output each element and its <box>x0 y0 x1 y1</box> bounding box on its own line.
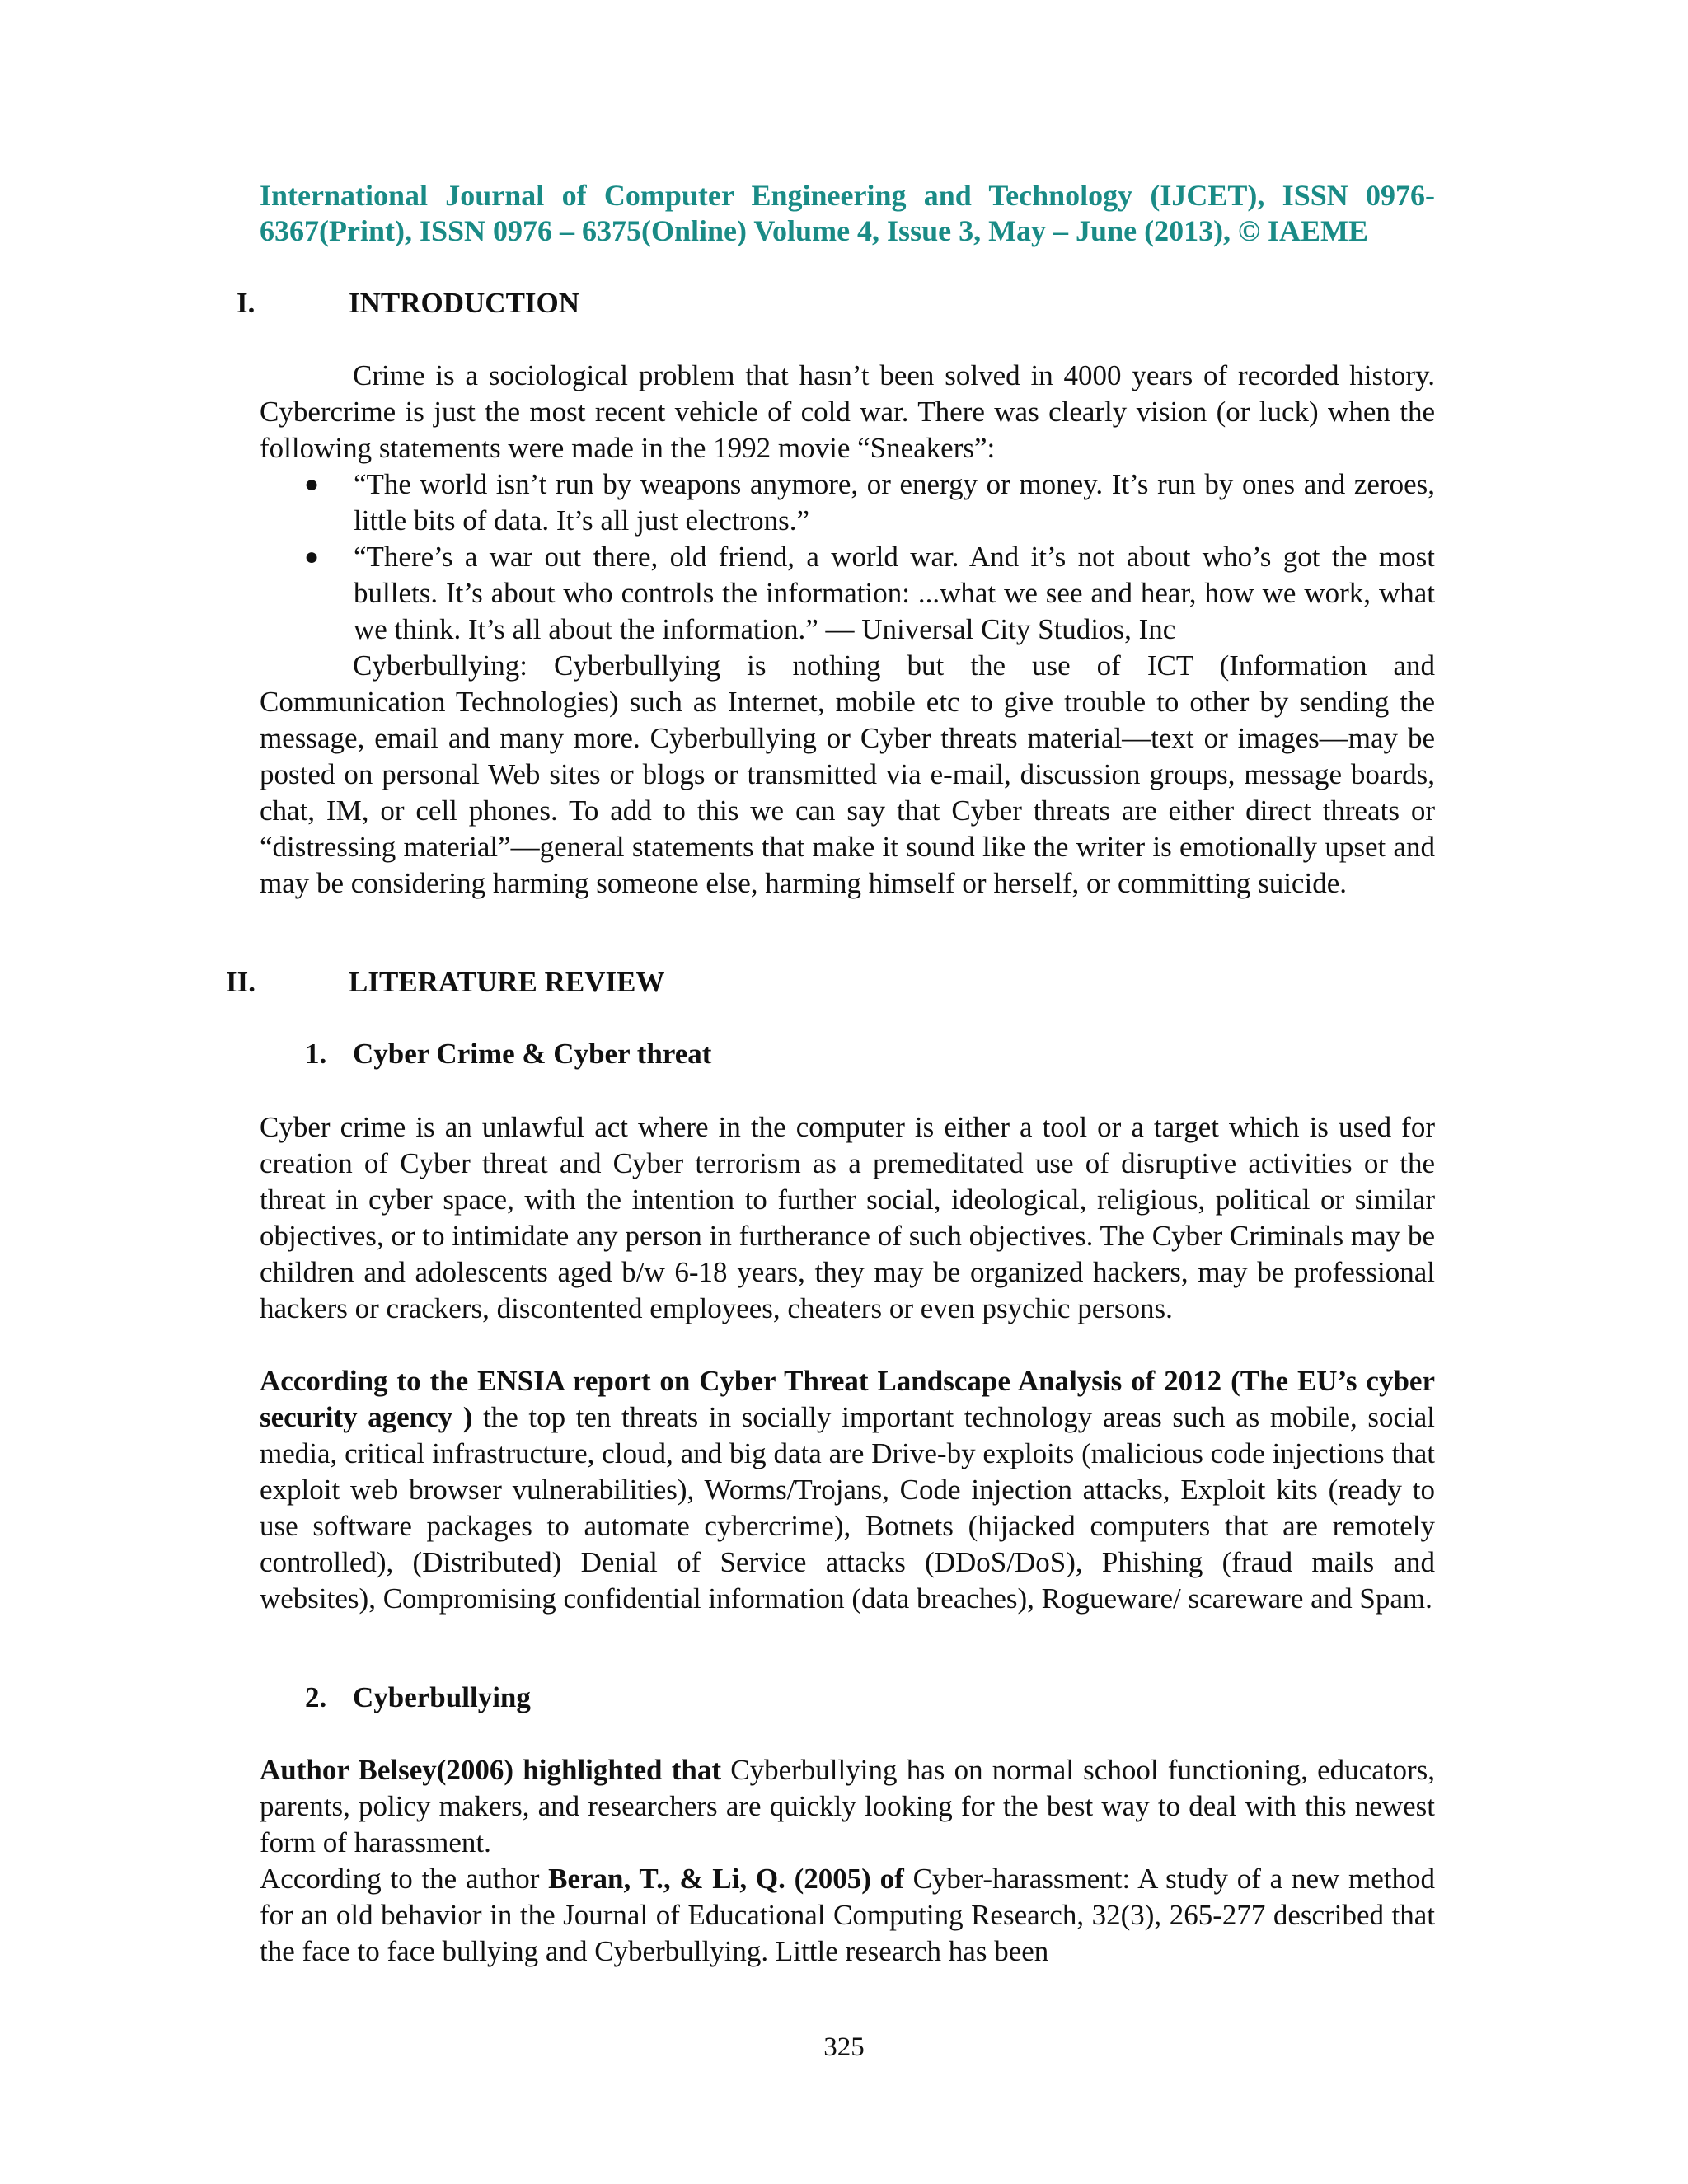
section-number: II. <box>226 966 256 998</box>
belsey-reference: Author Belsey(2006) highlighted that <box>260 1754 722 1786</box>
page-number: 325 <box>823 2032 865 2062</box>
section-number: I. <box>237 287 256 319</box>
subsection-heading-cyberbullying: 2. Cyberbullying <box>305 1681 531 1713</box>
subsection-heading-cyber-crime: 1. Cyber Crime & Cyber threat <box>305 1038 712 1070</box>
section-title: LITERATURE REVIEW <box>349 966 665 998</box>
ensia-report-reference: According to the ENSIA report on Cyber Threat Landscape Analysis of 2012 (The EU’s cyber security agency ) <box>260 1365 1435 1433</box>
intro-bullet-1: ● “The world isn’t run by weapons anymore, or energy or money. It’s run by ones and zeroes, little bits of data. It’s all just electrons.” <box>304 468 1435 537</box>
section-title: INTRODUCTION <box>349 287 580 319</box>
journal-header: International Journal of Computer Engineering and Technology (IJCET), ISSN 0976-6367(Print), ISSN 0976 – 6375(Online) Volume 4, Issue 3, May – June (2013), © IAEME <box>260 179 1435 247</box>
cyber-crime-paragraph-1: Cyber crime is an unlawful act where in the computer is either a tool or a target which is used for creation of Cyber threat and Cyber terrorism as a premeditated use of disruptive activities or the threat in cyber space, with the intention to further social, ideological, religious, political or similar objectives, or to intimidate any person in furtherance of such objectives. The Cyber Criminals may be children and adolescents aged b/w 6-18 years, they may be organized hackers, may be professional hackers or crackers, discontented employees, cheaters or even psychic persons. <box>260 1111 1435 1324</box>
cyberbullying-paragraph-1: Author Belsey(2006) highlighted that Cyberbullying has on normal school functioning, educators, parents, policy makers, and researchers are quickly looking for the best way to deal with this newest form of harassment. <box>260 1754 1435 1858</box>
bullet-dot: ● <box>304 543 320 570</box>
intro-bullet-2: ● “There’s a war out there, old friend, a world war. And it’s not about who’s got the most bullets. It’s about who controls the information: ...what we see and hear, how we work, what we think. It’s all about the information.” — Universal City Studios, Inc <box>304 541 1435 645</box>
intro-paragraph-1: Crime is a sociological problem that hasn’t been solved in 4000 years of recorded history. Cybercrime is just the most recent vehicle of cold war. There was clearly vision (or luck) when the following statements were made in the 1992 movie “Sneakers”: <box>260 359 1435 464</box>
beran-li-reference: Beran, T., & Li, Q. (2005) of <box>548 1863 904 1895</box>
cyberbullying-paragraph-2: According to the author Beran, T., & Li, Q. (2005) of Cyber-harassment: A study of a new method for an old behavior in the Journal of Educational Computing Research, 32(3), 265-277 described that the face to face bullying and Cyberbullying. Little research has been <box>260 1863 1436 1967</box>
cyber-crime-paragraph-2: According to the ENSIA report on Cyber Threat Landscape Analysis of 2012 (The EU’s cyber security agency ) the top ten threats in socially important technology areas such as mobile, social media, critical infrastructure, cloud, and big data are Drive-by exploits (malicious code injections that exploit web browser vulnerabilities), Worms/Trojans, Code injection attacks, Exploit kits (ready to use software packages to automate cybercrime), Botnets (hijacked computers that are remotely controlled), (Distributed) Denial of Service attacks (DDoS/DoS), Phishing (fraud mails and websites), Compromising confidential information (data breaches), Rogueware/ scareware and Spam. <box>260 1365 1435 1615</box>
intro-paragraph-2: Cyberbullying: Cyberbullying is nothing but the use of ICT (Information and Communication Technologies) such as Internet, mobile etc to give trouble to other by sending the message, email and many more. Cyberbullying or Cyber threats material—text or images—may be posted on personal Web sites or blogs or transmitted via e-mail, discussion groups, message boards, chat, IM, or cell phones. To add to this we can say that Cyber threats are either direct threats or “distressing material”—general statements that make it sound like the writer is emotionally upset and may be considering harming someone else, harming himself or herself, or committing suicide. <box>260 649 1435 899</box>
bullet-dot: ● <box>304 471 320 498</box>
